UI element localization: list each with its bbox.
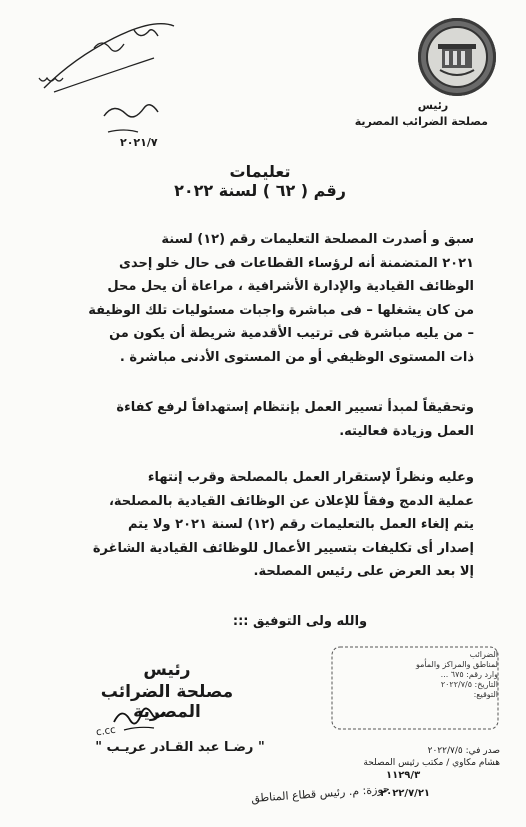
- document-number: رقم ( ٦٢ ) لسنة ٢٠٢٢: [174, 181, 346, 200]
- signature-icon: [110, 702, 170, 738]
- paragraph-line: من كان يشغلها – فى مباشرة واجبات مسئوليات تلك الوظيفة: [88, 302, 474, 318]
- signer-name: " رضـا عبد القـادر عريـب ": [95, 740, 265, 755]
- paragraph-line: إصدار أى تكليفات بتسيير الأعمال للوظائف القيادية الشاغرة: [92, 540, 474, 556]
- registry-date: ٢٠٢٢/٧/٢١: [380, 788, 431, 799]
- stamp-line: التاريخ: ٢٠٢٢/٧/٥: [440, 680, 498, 689]
- paragraph-line: سبق و أصدرت المصلحة التعليمات رقم (١٢) لسنة: [161, 232, 474, 247]
- closing-line: والله ولى التوفيق :::: [232, 614, 368, 629]
- issuer-org: مصلحة الضرائب المصرية: [354, 115, 488, 128]
- paragraph-line: ذات المستوى الوظيفي أو من المستوى الأدنى مباشرة .: [119, 349, 474, 365]
- paragraph-line: – من يليه مباشرة فى ترتيب الأقدمية شريطة أن يكون من: [109, 326, 474, 342]
- paragraph-2: [46, 396, 474, 443]
- registry-line: هشام مكاوي / مكتب رئيس المصلحة: [363, 758, 500, 768]
- document-title: تعليمات: [229, 162, 291, 181]
- signature-org: مصلحة الضرائب المصرية: [100, 682, 234, 722]
- stamp-line: التوقيع:: [473, 690, 498, 699]
- paragraph-1: [46, 228, 474, 370]
- stamp-line: الضرائب: [469, 650, 498, 659]
- paragraph-line: يتم إلغاء العمل بالتعليمات رقم (١٢) لسنة ٢٠٢١ ولا يتم: [127, 517, 474, 533]
- paragraph-line: إلا بعد العرض على رئيس المصلحة.: [253, 564, 474, 580]
- stamp-line: لمناطق والمراكز والمأمو: [415, 660, 498, 669]
- tax-authority-seal-icon: [418, 18, 496, 96]
- issuer-block: [354, 98, 488, 130]
- paragraph-line: ٢٠٢١ المتضمنة أنه لرؤساء القطاعات فى حال خلو إحدى: [119, 255, 474, 271]
- issuer-title: رئيس: [417, 99, 449, 112]
- paragraph-line: العمل وزيادة فعاليته.: [339, 423, 474, 439]
- paragraph-line: الوظائف القيادية والإدارة الأشرافية ، مراعاة أن يحل محل: [107, 279, 474, 295]
- signature-title: رئيس: [143, 660, 191, 680]
- stamp-border-icon: [330, 645, 500, 731]
- paragraph-line: وعليه ونظراً لإستقرار العمل بالمصلحة وقرب إنتهاء: [147, 470, 474, 485]
- handwritten-top-note: ٢٠٢١/٧: [120, 136, 158, 149]
- registry-line: صدر في: ٢٠٢٢/٧/٥: [427, 746, 500, 756]
- signature-initials: c.cc: [95, 724, 117, 739]
- handwritten-bottom-note: حوزة: م. رئيس قطاع المناطق: [250, 782, 391, 805]
- paragraph-line: عملية الدمج وفقاً للإعلان عن الوظائف القيادية بالمصلحة،: [108, 493, 474, 509]
- paragraph-3: [46, 466, 474, 584]
- registry-block: [320, 745, 500, 769]
- registry-number: ١١٢٩/٣: [386, 770, 421, 781]
- handwritten-annotation-icon: [34, 18, 184, 98]
- paragraph-line: وتحقيقاً لمبدأ تسيير العمل بإنتظام إستهدافاً لرفع كفاءة: [116, 400, 474, 415]
- stamp-line: وارد رقم: ٦٧٥ ...: [440, 670, 498, 679]
